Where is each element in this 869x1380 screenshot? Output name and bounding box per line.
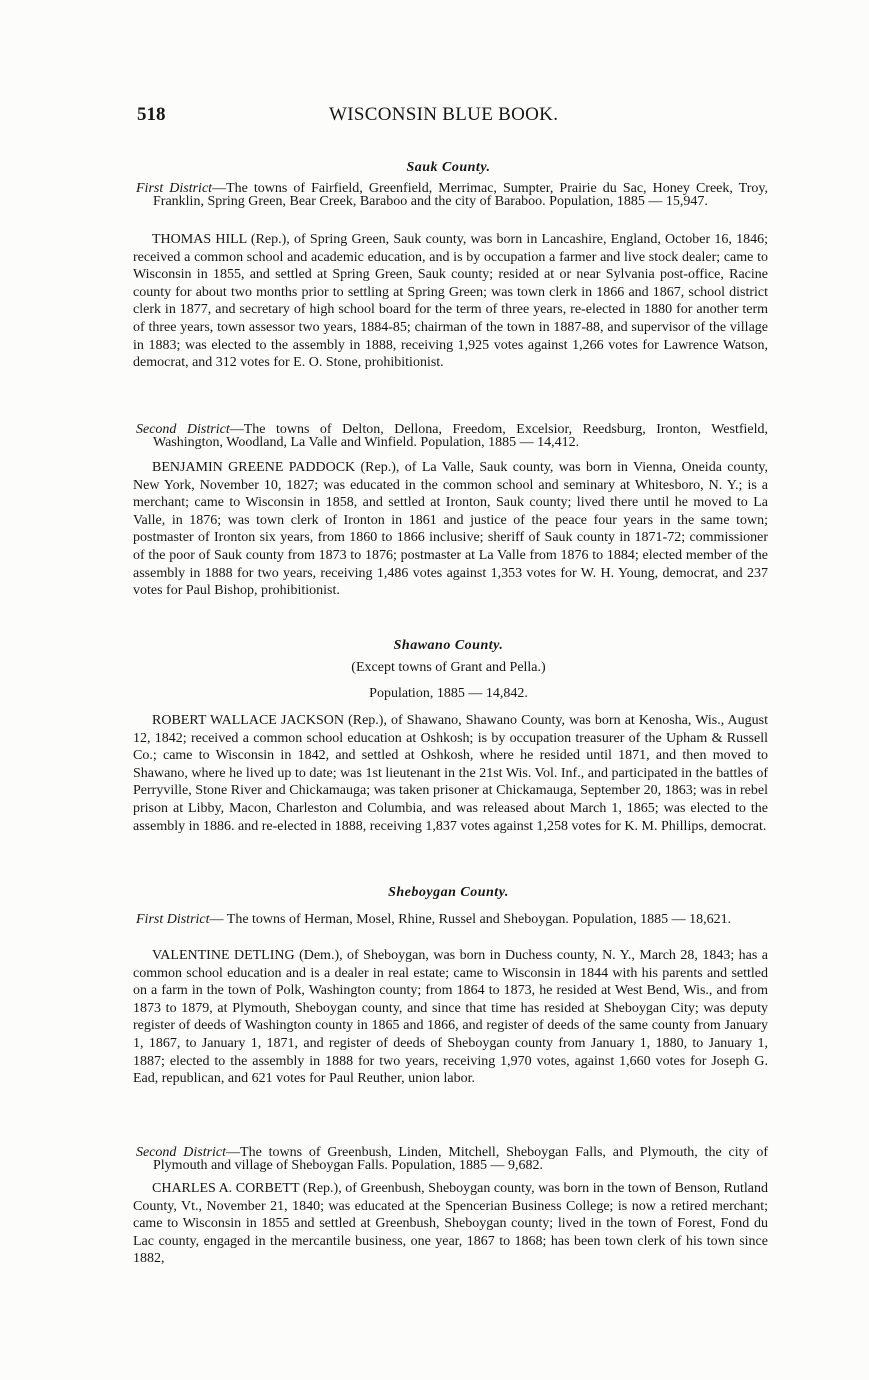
bio-robert-jackson: ROBERT WALLACE JACKSON (Rep.), of Shawano, Shawano County, was born at Kenosha, Wis., August 12, 1842; received a common school education at Oshkosh; is by occupation treasurer of the Upham & Russell Co.; came to Wisconsin in 1842, and settled at Oshkosh, where he resided until 1871, and then moved to Shawano, where he lived up to date; was 1st lieutenant in the 21st Wis. Vol. Inf., and participated in the battles of Perryville, Stone River and Chickamauga; was taken prisoner at Chickamauga, September 20, 1863; was in rebel prison at Libby, Macon, Charleston and Columbia, and was released about March 1, 1865; was elected to the assembly in 1886. and re-elected in 1888, receiving 1,837 votes against 1,258 votes for K. M. Phillips, democrat. (133, 713, 768, 834)
shawano-county-heading: Shawano County. (393, 638, 504, 653)
sauk-county-heading: Sauk County. (406, 160, 491, 175)
shawano-exception: (Except towns of Grant and Pella.) (351, 660, 546, 675)
district-text: —The towns of Fairfield, Greenfield, Merrimac, Sumpter, Prairie du Sac, Honey Creek, Troy, Franklin, Spring Green, Bear Creek, Baraboo and the city of Baraboo. Population, 1885 — 15,947. (153, 181, 768, 209)
sauk-second-district (136, 423, 768, 449)
page-header (137, 104, 767, 132)
district-text: —The towns of Greenbush, Linden, Mitchell, Sheboygan Falls, and Plymouth, the city of Plymouth and village of Sheboygan Falls. Population, 1885 — 9,682. (153, 1145, 768, 1173)
district-label: Second District (136, 1145, 227, 1160)
bio-valentine-detling: VALENTINE DETLING (Dem.), of Sheboygan, was born in Duchess county, N. Y., March 28, 1843; has a common school education and is a dealer in real estate; came to Wisconsin in 1844 with his parents and settled on a farm in the town of Polk, Washington county; from 1864 to 1873, he resided at West Bend, Wis., and from 1873 to 1879, at Plymouth, Sheboygan county, and since that time has resided at Sheboygan City; was deputy register of deeds of Washington county in 1865 and 1866, and register of deeds of the same county from January 1, 1867, to January 1, 1871, and register of deeds of Sheboygan county from January 1, 1880, to January 1, 1887; elected to the assembly in 1888 for two years, receiving 1,970 votes, against 1,660 votes for Joseph G. Ead, republican, and 621 votes for Paul Reuther, union labor. (133, 948, 768, 1087)
district-text: — The towns of Herman, Mosel, Rhine, Russel and Sheboygan. Population, 1885 — 18,621. (209, 912, 732, 927)
sauk-first-district (136, 182, 768, 208)
shawano-population: Population, 1885 — 14,842. (369, 686, 528, 701)
page-number: 518 (137, 104, 166, 125)
sheboygan-county-heading: Sheboygan County. (388, 885, 509, 900)
sheboygan-first-district (136, 913, 768, 926)
bio-charles-corbett: CHARLES A. CORBETT (Rep.), of Greenbush, Sheboygan county, was born in the town of Benson, Rutland County, Vt., November 21, 1840; was educated at the Spencerian Business College; is now a retired merchant; came to Wisconsin in 1855 and settled at Greenbush, Sheboygan county; lived in the town of Forest, Fond du Lac county, engaged in the mercantile business, one year, 1867 to 1868; has been town clerk of his town since 1882, (133, 1181, 768, 1267)
district-label: First District (136, 181, 213, 196)
sheboygan-second-district (136, 1146, 768, 1172)
bio-benjamin-paddock: BENJAMIN GREENE PADDOCK (Rep.), of La Valle, Sauk county, was born in Vienna, Oneida county, New York, November 10, 1827; was educated in the common school and seminary at Whitesboro, N. Y.; is a merchant; came to Wisconsin in 1858, and settled at Ironton, Sauk county; lived there until he moved to La Valle, in 1876; was town clerk of Ironton in 1861 and justice of the peace four years in the same town; postmaster of Ironton six years, from 1860 to 1866 inclusive; sheriff of Sauk county in 1871-72; commissioner of the poor of Sauk county from 1873 to 1876; postmaster at La Valle from 1876 to 1884; elected member of the assembly in 1888 for two years, receiving 1,486 votes against 1,353 votes for W. H. Young, democrat, and 237 votes for Paul Bishop, prohibitionist. (133, 460, 768, 599)
district-label: Second District (136, 422, 230, 437)
district-label: First District (136, 912, 210, 927)
district-text: —The towns of Delton, Dellona, Freedom, Excelsior, Reedsburg, Ironton, Westfield, Washington, Woodland, La Valle and Winfield. Population, 1885 — 14,412. (153, 422, 768, 450)
bio-thomas-hill: THOMAS HILL (Rep.), of Spring Green, Sauk county, was born in Lancashire, England, October 16, 1846; received a common school and academic education, and is by occupation a farmer and live stock dealer; came to Wisconsin in 1855, and settled at Spring Green, Sauk county; resided at or near Sylvania post-office, Racine county for about two months prior to settling at Spring Green; was town clerk in 1866 and 1867, school district clerk in 1877, and secretary of high school board for the term of three years, re-elected in 1880 for another term of three years, town assessor two years, 1884-85; chairman of the town in 1887-88, and supervisor of the village in 1883; was elected to the assembly in 1888, receiving 1,925 votes against 1,266 votes for Lawrence Watson, democrat, and 312 votes for E. O. Stone, prohibitionist. (133, 232, 768, 371)
running-title: WISCONSIN BLUE BOOK. (329, 104, 559, 125)
